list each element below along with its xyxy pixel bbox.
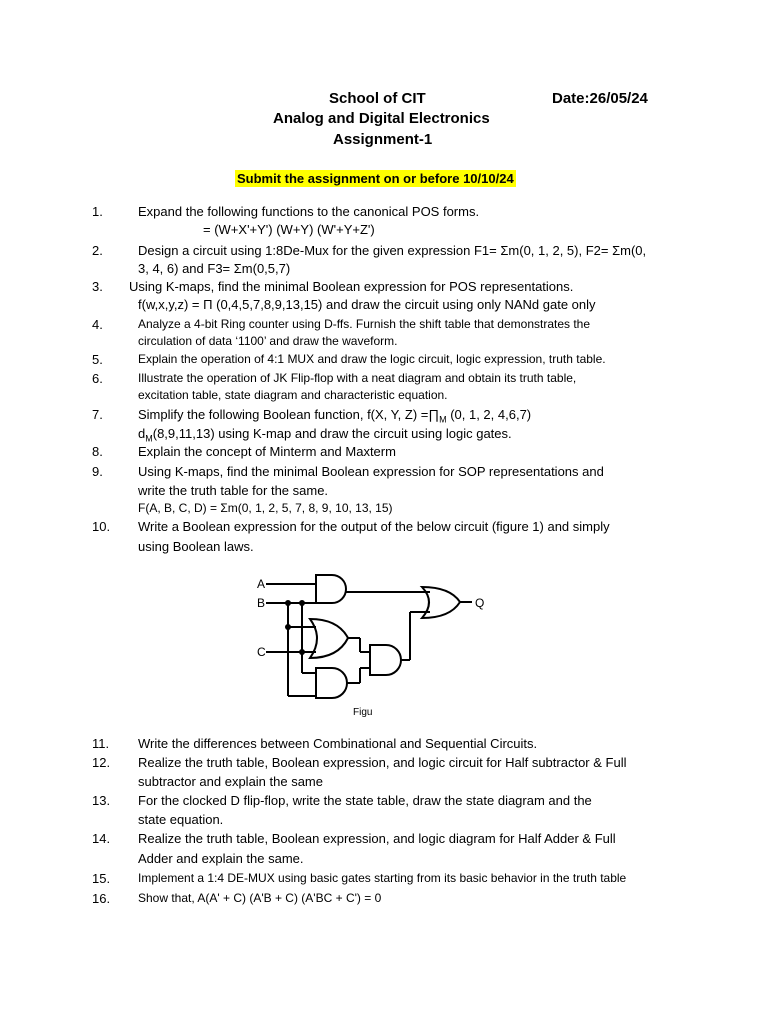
question-number: 8.: [92, 444, 103, 459]
and-gate-3: [316, 668, 347, 698]
question-number: 5.: [92, 352, 103, 367]
question-text: Explain the operation of 4:1 MUX and draw the logic circuit, logic expression, truth table.: [138, 352, 606, 366]
question-text: excitation table, state diagram and characteristic equation.: [138, 388, 448, 402]
and-gate-2: [370, 645, 401, 675]
question-number: 7.: [92, 407, 103, 422]
question-text: write the truth table for the same.: [138, 483, 329, 498]
input-label-b: B: [257, 596, 266, 610]
question-number: 3.: [92, 279, 103, 294]
output-label-q: Q: [475, 596, 485, 610]
question-text: Explain the concept of Minterm and Maxterm: [138, 444, 396, 459]
question-text: subtractor and explain the same: [138, 774, 323, 789]
question-number: 1.: [92, 204, 103, 219]
subject-title: Analog and Digital Electronics: [273, 110, 490, 127]
school-name: School of CIT: [329, 90, 426, 107]
question-number: 6.: [92, 371, 103, 386]
question-text: Using K-maps, find the minimal Boolean expression for POS representations.: [129, 279, 574, 294]
question-text: Using K-maps, find the minimal Boolean expression for SOP representations and: [138, 464, 604, 479]
question-text: Implement a 1:4 DE-MUX using basic gates starting from its basic behavior in the truth table: [138, 871, 627, 885]
question-text: Adder and explain the same.: [138, 851, 304, 866]
question-text: Write the differences between Combinational and Sequential Circuits.: [138, 736, 538, 751]
question-number: 12.: [92, 755, 111, 770]
question-text: For the clocked D flip-flop, write the state table, draw the state diagram and the: [138, 793, 592, 808]
submit-note: Submit the assignment on or before 10/10/24: [237, 171, 514, 186]
question-text: 3, 4, 6) and F3= Σm(0,5,7): [138, 261, 291, 276]
question-text: state equation.: [138, 812, 224, 827]
question-number: 9.: [92, 464, 103, 479]
question-text: circulation of data ‘1100’ and draw the waveform.: [138, 334, 398, 348]
assignment-title: Assignment-1: [333, 131, 433, 148]
date: Date:26/05/24: [552, 90, 648, 107]
question-text: Realize the truth table, Boolean expression, and logic circuit for Half subtractor & Full: [138, 755, 627, 770]
question-text: = (W+X'+Y') (W+Y) (W'+Y+Z'): [203, 222, 375, 237]
question-text: Illustrate the operation of JK Flip-flop with a neat diagram and obtain its truth table,: [138, 371, 577, 385]
logic-circuit-diagram: [250, 570, 510, 705]
question-text: f(w,x,y,z) = Π (0,4,5,7,8,9,13,15) and draw the circuit using only NANd gate only: [138, 297, 596, 312]
question-number: 14.: [92, 831, 111, 846]
question-number: 15.: [92, 871, 111, 886]
question-text: Analyze a 4-bit Ring counter using D-ffs. Furnish the shift table that demonstrates the: [138, 317, 591, 331]
and-gate-1: [316, 575, 346, 603]
question-number: 10.: [92, 519, 111, 534]
figure-caption: Figu: [353, 707, 373, 718]
question-text: Realize the truth table, Boolean expression, and logic diagram for Half Adder & Full: [138, 831, 616, 846]
question-text: using Boolean laws.: [138, 539, 254, 554]
question-number: 11.: [92, 736, 110, 751]
question-text: F(A, B, C, D) = Σm(0, 1, 2, 5, 7, 8, 9, 10, 13, 15): [138, 501, 393, 515]
question-number: 4.: [92, 317, 103, 332]
input-label-c: C: [257, 645, 266, 659]
question-text: Simplify the following Boolean function, f(X, Y, $Z) =\prod_M$ (0, 1, 2, 4,6,7): [138, 407, 532, 425]
question-text: Expand the following functions to the canonical POS forms.: [138, 204, 480, 219]
question-text: Design a circuit using 1:8De-Mux for the given expression F1= Σm(0, 1, 2, 5), F2= Σm(0,: [138, 243, 647, 258]
question-text: Show that, A(A' + C) (A'B + C) (A'BC + C') = 0: [138, 891, 382, 905]
question-text: Write a Boolean expression for the output of the below circuit (figure 1) and simply: [138, 519, 610, 534]
question-number: 13.: [92, 793, 111, 808]
input-label-a: A: [257, 577, 266, 591]
question-text: $d_M(8,9,11,13)$ using K-map and draw the circuit using logic gates.: [138, 426, 512, 444]
question-number: 16.: [92, 891, 111, 906]
question-number: 2.: [92, 243, 103, 258]
